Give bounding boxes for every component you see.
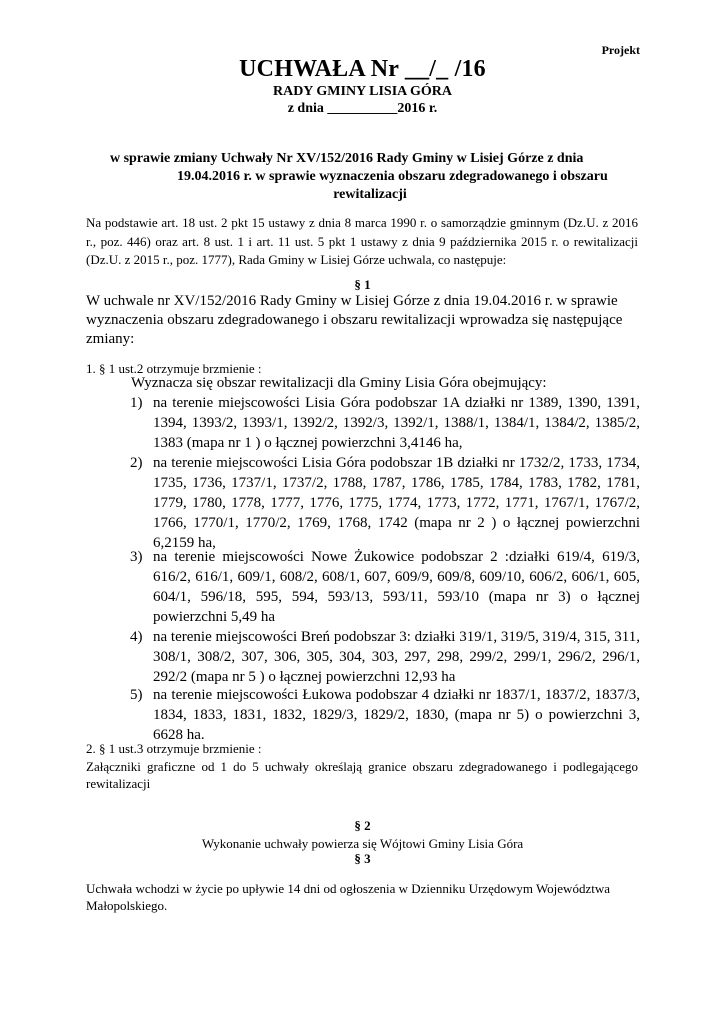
section-3-heading: § 3: [354, 851, 371, 866]
item-1-label: 1. § 1 ust.2 otrzymuje brzmienie :: [86, 361, 262, 376]
project-label: Projekt: [601, 43, 640, 57]
subitem-3: [130, 547, 640, 627]
subitem-number: 3): [130, 549, 143, 565]
date-line: z dnia __________2016 r.: [287, 101, 438, 116]
subject-line-2: 19.04.2016 r. w sprawie wyznaczenia obszaru zdegradowanego i obszaru: [177, 169, 608, 184]
subitem-text: na terenie miejscowości Lisia Góra podobszar 1B działki nr 1732/2, 1733, 1734, 1735, 1736, 1737/1, 1737/2, 1788, 1787, 1786, 1785, 1784, 1783, 1782, 1781, 1779, 1780, 1778, 1777, 1776, 1775, 1774, 1773, 1772, 1771, 1767/1, 1767/2, 1766, 1770/1, 1770/2, 1769, 1768, 1742 (mapa nr 2 ) o łącznej powierzchni 6,2159 ha,: [153, 455, 640, 551]
subitem-number: 4): [130, 629, 143, 645]
subitem-4: [130, 627, 640, 687]
section-2-heading: § 2: [354, 818, 371, 833]
resolution-title: UCHWAŁA Nr __/_ /16: [239, 56, 486, 82]
section-2-text: Wykonanie uchwały powierza się Wójtowi Gminy Lisia Góra: [201, 836, 524, 851]
item-2-label: 2. § 1 ust.3 otrzymuje brzmienie :: [86, 741, 262, 756]
area-intro: Wyznacza się obszar rewitalizacji dla Gminy Lisia Góra obejmujący:: [131, 375, 547, 391]
subitem-1: [130, 393, 640, 453]
subject-line-3: rewitalizacji: [333, 187, 407, 202]
subitem-text: na terenie miejscowości Breń podobszar 3: działki 319/1, 319/5, 319/4, 315, 311, 308/1, 308/2, 307, 306, 305, 304, 303, 297, 298, 299/2, 299/1, 296/2, 296/1, 292/2 (mapa nr 5 ) o łącznej powierzchni 12,93 ha: [153, 629, 640, 685]
resolution-subject: [110, 150, 630, 204]
subitem-number: 5): [130, 687, 143, 703]
subitem-text: na terenie miejscowości Łukowa podobszar 4 działki nr 1837/1, 1837/2, 1837/3, 1834, 1833, 1831, 1832, 1829/3, 1829/2, 1830, (mapa nr 5) o powierzchni 3, 6628 ha.: [153, 687, 640, 743]
subitem-2: [130, 453, 640, 553]
subitem-5: [130, 685, 640, 745]
section-1-text: W uchwale nr XV/152/2016 Rady Gminy w Lisiej Górze z dnia 19.04.2016 r. w sprawie wyznaczenia obszaru zdegradowanego i obszaru rewitalizacji wprowadza się następujące zmiany:: [86, 293, 623, 347]
subject-line-1: w sprawie zmiany Uchwały Nr XV/152/2016 Rady Gminy w Lisiej Górze z dnia: [110, 151, 584, 166]
section-1-heading: § 1: [354, 277, 371, 292]
section-3-text: Uchwała wchodzi w życie po upływie 14 dni od ogłoszenia w Dzienniku Urzędowym Województwa Małopolskiego.: [86, 881, 610, 913]
attachments-text: Załączniki graficzne od 1 do 5 uchwały określają granice obszaru zdegradowanego i podlegającego rewitalizacji: [86, 759, 638, 791]
subitem-text: na terenie miejscowości Nowe Żukowice podobszar 2 :działki 619/4, 619/3, 616/2, 616/1, 609/1, 608/2, 608/1, 607, 609/9, 609/8, 609/10, 606/2, 606/1, 605, 604/1, 596/18, 595, 594, 593/13, 593/11, 593/10 (mapa nr 3) o łącznej powierzchni 5,49 ha: [153, 549, 640, 625]
subitem-text: na terenie miejscowości Lisia Góra podobszar 1A działki nr 1389, 1390, 1391, 1394, 1393/2, 1393/1, 1392/2, 1392/3, 1392/1, 1388/1, 1384/1, 1384/2, 1385/2, 1383 (mapa nr 1 ) o łącznej powierzchni 3,4146 ha,: [153, 395, 640, 451]
council-name: RADY GMINY LISIA GÓRA: [272, 84, 453, 99]
subitem-number: 1): [130, 395, 143, 411]
legal-basis: Na podstawie art. 18 ust. 2 pkt 15 ustawy z dnia 8 marca 1990 r. o samorządzie gminnym (Dz.U. z 2016 r., poz. 446) oraz art. 8 ust. 1 i art. 11 ust. 5 pkt 1 ustawy z dnia 9 października 2015 r. o rewitalizacji (Dz.U. z 2015 r., poz. 1777), Rada Gminy w Lisiej Górze uchwala, co następuje:: [86, 215, 638, 267]
subitem-number: 2): [130, 455, 143, 471]
